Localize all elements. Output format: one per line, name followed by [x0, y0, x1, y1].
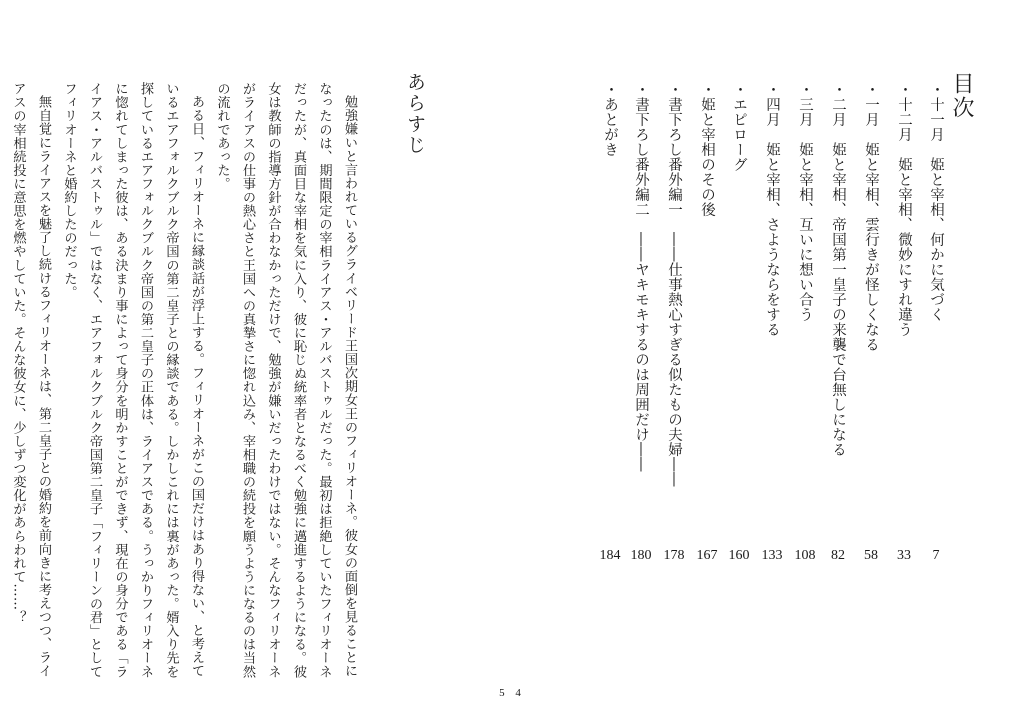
synopsis-body [10, 82, 362, 686]
toc-page-number: 33 [897, 548, 911, 563]
synopsis-paragraph: 勉強嫌いと言われているグライベリード王国次期女王のフィリオーネ。彼女の面倒を見ることになったのは、期間限定の宰相ライアス・アルバストゥルだった。最初は拒絶していたフィリオーネだったが、真面目な宰相を気に入り、彼に恥じぬ統率者となるべく勉強に邁進するようになる。彼女は教師の指導方針が合わなかっただけで、勉強が嫌いだったわけではない。そんなフィリオーネがライアスの仕事の熱心さと王国への真摯さに惚れ込み、宰相職の続投を願うようになるのは当然の流れであった。 [214, 82, 357, 679]
toc-page-number: 82 [831, 548, 845, 563]
toc-entry-label[interactable]: ・書下ろし番外編二 ――ヤキモキするのは周囲だけ―― [633, 82, 649, 472]
synopsis-paragraph: ある日、フィリオーネに縁談話が浮上する。フィリオーネがこの国だけはあり得ない、と考えているエアフォルクブルク帝国の第二皇子との縁談である。しかしこれには裏があった。婿入り先を探しているエアフォルクブルク帝国の第二皇子の正体は、ライアスである。うっかりフィリオーネに惚れてしまった彼は、ある決まり事によって身分を明かすことができず、現在の身分である「ライアス・アルバストゥル」ではなく、エアフォルクブルク帝国第二皇子「フィリーンの君」としてフィリオーネと婚約したのだった。 [61, 82, 204, 679]
toc-page-number: 58 [864, 548, 878, 563]
toc-entry-label[interactable]: ・十二月 姫と宰相、微妙にすれ違う [896, 82, 912, 337]
toc-entry-label[interactable]: ・姫と宰相のその後 [699, 82, 715, 217]
synopsis-paragraph: 無自覚にライアスを魅了し続けるフィリオーネは、第二皇子との婚約を前向きに考えつつ、ライアスの宰相続投に意思を燃やしていた。そんな彼女に、少しずつ変化があらわれて……？ [10, 82, 51, 678]
toc-page-number: 160 [728, 548, 750, 563]
toc-page-number: 180 [630, 548, 652, 563]
toc-entry-label[interactable]: ・エピローグ [731, 82, 747, 172]
toc-entry-label[interactable]: ・二月 姫と宰相、帝国第一皇子の来襲で台無しになる [830, 82, 846, 457]
toc-page-number: 184 [599, 548, 621, 563]
toc-entry-label[interactable]: ・書下ろし番外編一 ――仕事熱心すぎる似たもの夫婦―― [666, 82, 682, 487]
toc-page-number: 178 [663, 548, 685, 563]
toc-entry-label[interactable]: ・一月 姫と宰相、雲行きが怪しくなる [863, 82, 879, 352]
page-number: 5 4 [499, 687, 525, 699]
toc-entry-label[interactable]: ・三月 姫と宰相、互いに想い合う [797, 82, 813, 322]
toc-page-number: 133 [761, 548, 783, 563]
toc-entry-label[interactable]: ・あとがき [602, 82, 618, 157]
toc-page-number: 108 [794, 548, 816, 563]
toc-title: 目次 [949, 72, 974, 120]
toc-entry-label[interactable]: ・十一月 姫と宰相、何かに気づく [928, 82, 944, 322]
toc-entry-label[interactable]: ・四月 姫と宰相、さようならをする [764, 82, 780, 337]
synopsis-title: あらすじ [404, 72, 426, 156]
toc-page-number: 7 [932, 548, 940, 563]
toc-page-number: 167 [696, 548, 718, 563]
